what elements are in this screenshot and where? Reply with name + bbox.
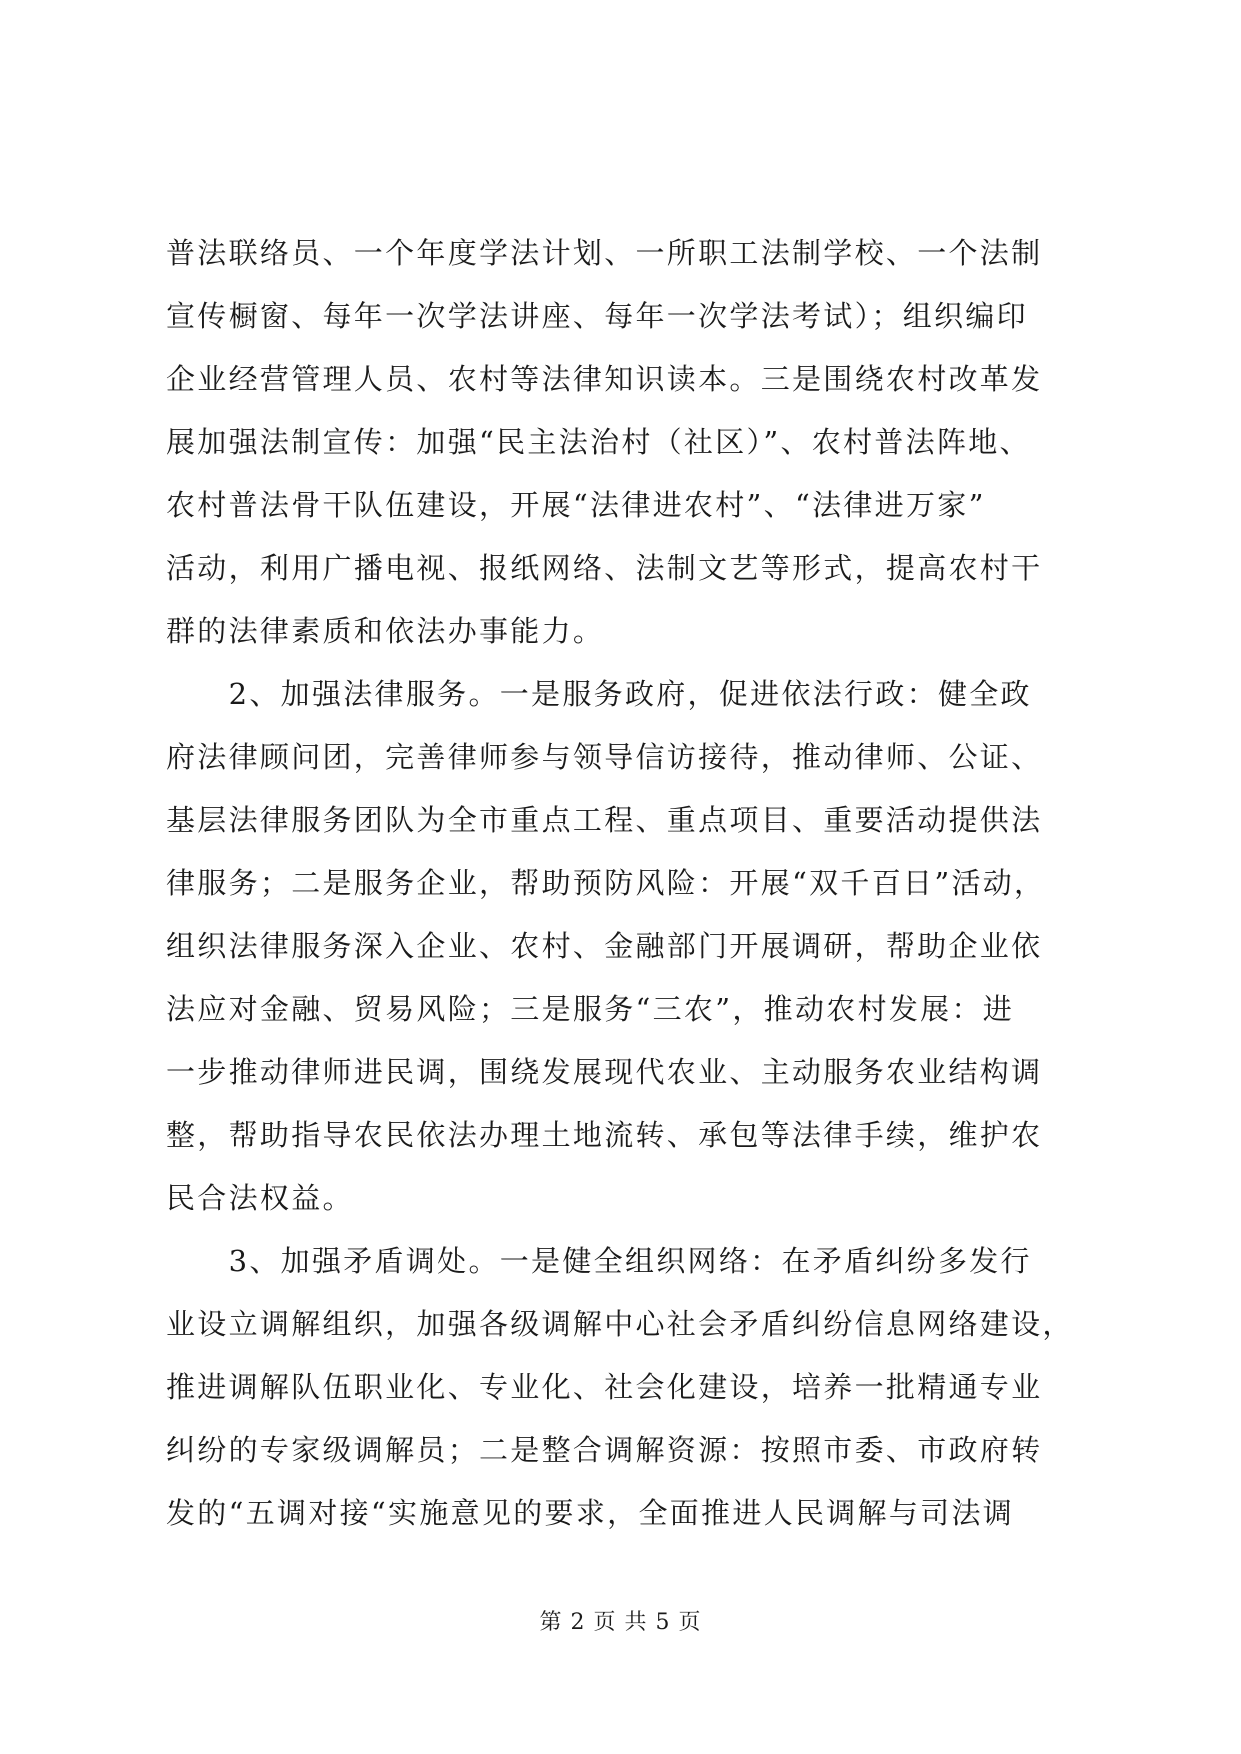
text-line: 群的法律素质和依法办事能力。 — [166, 614, 605, 648]
body-text — [166, 222, 1086, 1545]
text-line: 活动，利用广播电视、报纸网络、法制文艺等形式，提高农村干 — [166, 551, 1043, 585]
page-footer: 第 2 页 共 5 页 — [539, 1610, 702, 1635]
text-line: 一步推动律师进民调，围绕发展现代农业、主动服务农业结构调 — [166, 1055, 1043, 1089]
text-line: 宣传橱窗、每年一次学法讲座、每年一次学法考试）；组织编印 — [166, 299, 1028, 333]
text-line: 基层法律服务团队为全市重点工程、重点项目、重要活动提供法 — [166, 803, 1043, 837]
text-line: 律服务；二是服务企业，帮助预防风险：开展“双千百日”活动， — [166, 866, 1046, 900]
text-line: 农村普法骨干队伍建设，开展“法律进农村”、“法律进万家” — [166, 488, 986, 522]
text-line: 企业经营管理人员、农村等法律知识读本。三是围绕农村改革发 — [166, 362, 1043, 396]
text-line: 推进调解队伍职业化、专业化、社会化建设，培养一批精通专业 — [166, 1370, 1043, 1404]
text-line: 普法联络员、一个年度学法计划、一所职工法制学校、一个法制 — [166, 236, 1043, 270]
text-line: 法应对金融、贸易风险；三是服务“三农”，推动农村发展：进 — [166, 992, 1015, 1026]
text-line: 发的“五调对接“实施意见的要求，全面推进人民调解与司法调 — [166, 1496, 1015, 1530]
text-line: 3、加强矛盾调处。一是健全组织网络：在矛盾纠纷多发行 — [166, 1244, 1032, 1278]
text-line: 民合法权益。 — [166, 1181, 354, 1215]
text-line: 展加强法制宣传：加强“民主法治村（社区）”、农村普法阵地、 — [166, 425, 1031, 459]
text-line: 组织法律服务深入企业、农村、金融部门开展调研，帮助企业依 — [166, 929, 1043, 963]
text-line: 府法律顾问团，完善律师参与领导信访接待，推动律师、公证、 — [166, 740, 1043, 774]
text-line: 2、加强法律服务。一是服务政府，促进依法行政：健全政 — [166, 677, 1032, 711]
text-line: 业设立调解组织，加强各级调解中心社会矛盾纠纷信息网络建设， — [166, 1307, 1074, 1341]
text-line: 纠纷的专家级调解员；二是整合调解资源：按照市委、市政府转 — [166, 1433, 1043, 1467]
text-line: 整，帮助指导农民依法办理土地流转、承包等法律手续，维护农 — [166, 1118, 1043, 1152]
